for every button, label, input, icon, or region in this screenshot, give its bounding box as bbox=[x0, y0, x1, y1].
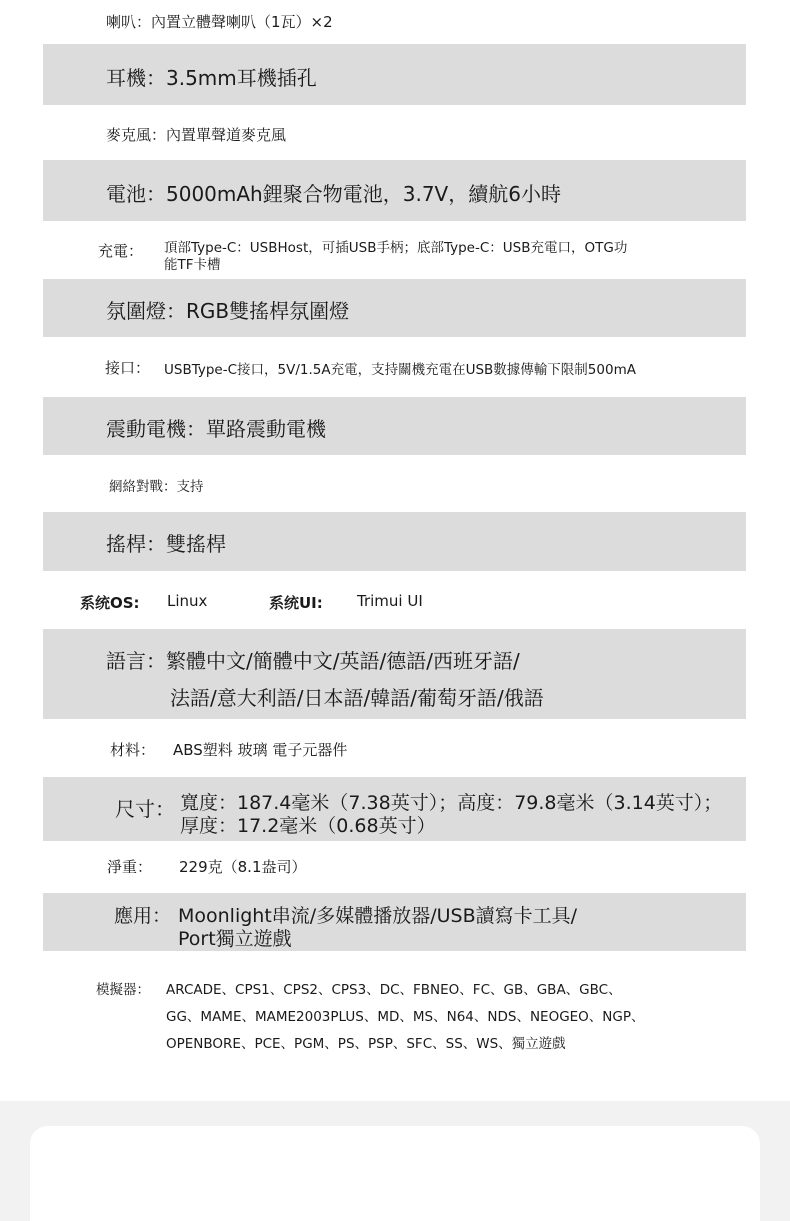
footer-card bbox=[30, 1126, 760, 1221]
spec-applications-line1: Moonlight串流/多媒體播放器/USB讀寫卡工具/ bbox=[178, 905, 578, 927]
spec-applications-line2: Port獨立遊戲 bbox=[178, 928, 292, 950]
spec-network-text: 網絡對戰：支持 bbox=[109, 479, 204, 495]
spec-language-line2: 法語/意大利語/日本語/韓語/葡萄牙語/俄語 bbox=[170, 686, 544, 710]
spec-charging-line1: 頂部Type-C：USBHost，可插USB手柄；底部Type-C：USB充電口，OTG功 bbox=[164, 240, 628, 256]
spec-size-label: 尺寸： bbox=[115, 797, 175, 821]
spec-os-label: 系统OS: bbox=[80, 594, 140, 612]
spec-weight-value: 229克（8.1盎司） bbox=[179, 858, 307, 876]
spec-rgb-light-row bbox=[43, 279, 746, 337]
spec-language-row bbox=[43, 629, 746, 719]
spec-charging-label: 充電： bbox=[98, 242, 144, 260]
spec-network-row bbox=[0, 455, 790, 512]
spec-interface-value: USBType-C接口，5V/1.5A充電，支持關機充電在USB數據傳輸下限制500mA bbox=[164, 362, 636, 378]
spec-weight-row bbox=[0, 841, 790, 893]
spec-earphone-row bbox=[43, 44, 746, 105]
spec-applications-row bbox=[43, 893, 746, 951]
spec-speaker-text: 喇叭：內置立體聲喇叭（1瓦）×2 bbox=[106, 13, 333, 31]
spec-emulators-line3: OPENBORE、PCE、PGM、PS、PSP、SFC、SS、WS、獨立遊戲 bbox=[166, 1036, 566, 1052]
spec-material-label: 材料： bbox=[110, 741, 156, 759]
spec-os-value: Linux bbox=[167, 592, 208, 610]
spec-size-line2: 厚度：17.2毫米（0.68英寸） bbox=[180, 815, 436, 837]
spec-size-row bbox=[43, 777, 746, 841]
spec-weight-label: 淨重： bbox=[107, 858, 153, 876]
spec-material-row bbox=[0, 719, 790, 777]
spec-vibration-text: 震動電機：單路震動電機 bbox=[106, 417, 326, 441]
spec-earphone-text: 耳機：3.5mm耳機插孔 bbox=[106, 66, 317, 90]
spec-battery-text: 電池：5000mAh鋰聚合物電池，3.7V，續航6小時 bbox=[106, 182, 561, 206]
spec-battery-row bbox=[43, 160, 746, 221]
spec-microphone-row bbox=[0, 105, 790, 161]
spec-ui-value: Trimui UI bbox=[357, 592, 423, 610]
spec-charging-line2: 能TF卡槽 bbox=[164, 257, 221, 273]
spec-applications-label: 應用： bbox=[114, 905, 172, 927]
spec-joystick-text: 搖桿：雙搖桿 bbox=[106, 532, 226, 556]
spec-vibration-row bbox=[43, 397, 746, 455]
spec-emulators-line1: ARCADE、CPS1、CPS2、CPS3、DC、FBNEO、FC、GB、GBA、GBC、 bbox=[166, 982, 622, 998]
spec-speaker-row bbox=[0, 0, 790, 42]
spec-size-line1: 寬度：187.4毫米（7.38英寸）；高度：79.8毫米（3.14英寸）； bbox=[180, 792, 723, 814]
spec-joystick-row bbox=[43, 512, 746, 571]
spec-interface-row bbox=[0, 337, 790, 396]
spec-interface-label: 接口： bbox=[105, 359, 151, 377]
spec-emulators-row bbox=[0, 951, 790, 1071]
spec-rgb-light-text: 氛圍燈：RGB雙搖桿氛圍燈 bbox=[106, 299, 350, 323]
spec-emulators-line2: GG、MAME、MAME2003PLUS、MD、MS、N64、NDS、NEOGEO、NGP、 bbox=[166, 1009, 645, 1025]
spec-microphone-text: 麥克風：內置單聲道麥克風 bbox=[106, 126, 287, 144]
spec-language-line1: 語言：繁體中文/簡體中文/英語/德語/西班牙語/ bbox=[106, 649, 520, 673]
spec-ui-label: 系统UI: bbox=[269, 594, 323, 612]
spec-emulators-label: 模擬器： bbox=[96, 982, 150, 998]
spec-charging-row bbox=[0, 221, 790, 279]
spec-material-value: ABS塑料 玻璃 電子元器件 bbox=[173, 741, 348, 759]
spec-system-row bbox=[0, 572, 790, 628]
